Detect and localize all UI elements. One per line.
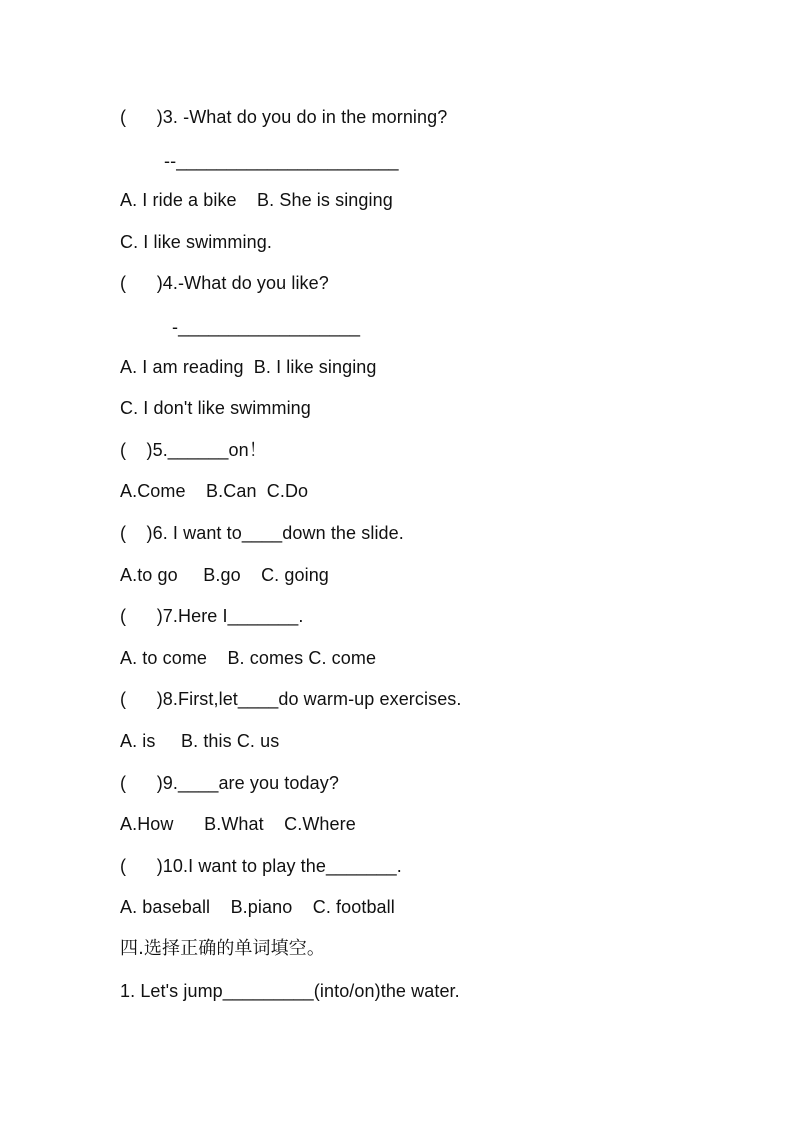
options-8: A. is B. this C. us xyxy=(120,731,280,751)
options-4-c: C. I don't like swimming xyxy=(120,398,311,418)
question-6: ( )6. I want to____down the slide. xyxy=(120,523,404,543)
question-7: ( )7.Here I_______. xyxy=(120,606,304,626)
options-5: A.Come B.Can C.Do xyxy=(120,481,309,501)
question-9: ( )9.____are you today? xyxy=(120,773,339,793)
options-9: A.How B.What C.Where xyxy=(120,814,356,834)
options-3-c: C. I like swimming. xyxy=(120,232,272,252)
section-heading-4: 四.选择正确的单词填空。 xyxy=(120,938,325,959)
options-3-ab: A. I ride a bike B. She is singing xyxy=(120,190,393,210)
options-7: A. to come B. comes C. come xyxy=(120,648,377,668)
question-3: ( )3. -What do you do in the morning? xyxy=(120,107,448,127)
answer-blank-3: --______________________ xyxy=(164,151,399,171)
question-8: ( )8.First,let____do warm-up exercises. xyxy=(120,689,462,709)
answer-blank-4: -__________________ xyxy=(172,317,361,337)
options-10: A. baseball B.piano C. football xyxy=(120,897,395,917)
question-10: ( )10.I want to play the_______. xyxy=(120,856,402,876)
options-4-ab: A. I am reading B. I like singing xyxy=(120,357,377,377)
options-6: A.to go B.go C. going xyxy=(120,565,329,585)
fill-question-1: 1. Let's jump_________(into/on)the water. xyxy=(120,981,460,1001)
question-4: ( )4.-What do you like? xyxy=(120,273,329,293)
question-5: ( )5.______on！ xyxy=(120,440,267,460)
